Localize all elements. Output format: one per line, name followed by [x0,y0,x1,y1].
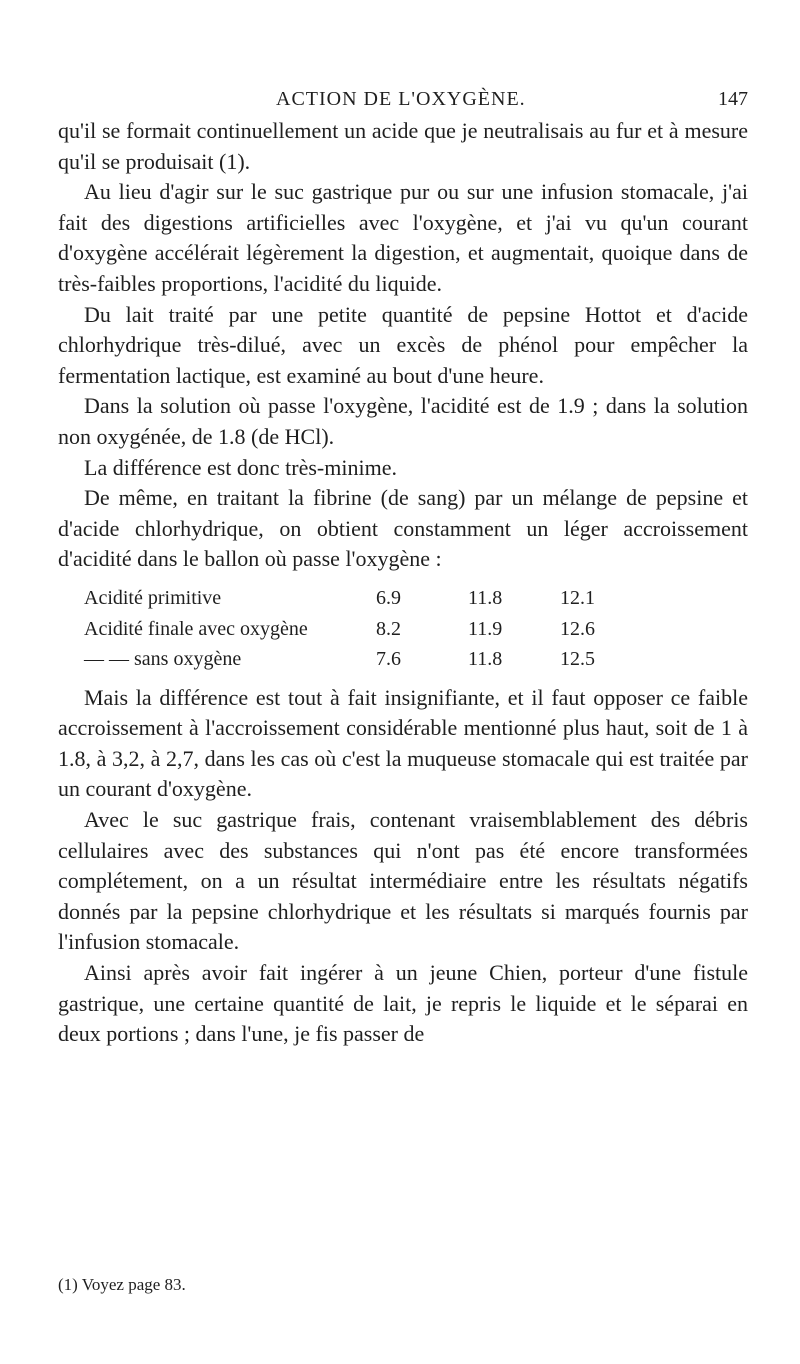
value-cell: 11.8 [468,648,503,671]
paragraph: Au lieu d'agir sur le suc gastrique pur ou sur une infusion stomacale, j'ai fait des digestions artificielles avec l'oxygène, et j'ai vu qu'un courant d'oxygène accélérait légèrement la digestion, et augmentait, quoique dans de très-faibles proportions, l'acidité du liquide. [58,179,748,296]
value-cell: 12.6 [560,617,595,640]
table-row [84,583,652,614]
value-cell: 11.8 [468,586,503,609]
paragraph: Dans la solution où passe l'oxygène, l'acidité est de 1.9 ; dans la solution non oxygénée, de 1.8 (de HCl). [58,393,748,449]
value-cell: 12.5 [560,648,595,671]
value-cell: 8.2 [376,617,401,640]
row-label: — — sans oxygène [84,648,242,671]
paragraph: Ainsi après avoir fait ingérer à un jeune Chien, porteur d'une fistule gastrique, une certaine quantité de lait, je repris le liquide et le séparai en deux portions ; dans l'une, je fis passer de [58,960,748,1047]
paragraph: Mais la différence est tout à fait insignifiante, et il faut opposer ce faible accroissement à l'accroissement considérable mentionné plus haut, soit de 1 à 1.8, à 3,2, à 2,7, dans les cas où c'est la muqueuse stomacale qui est traitée par un courant d'oxygène. [58,684,748,802]
running-title: ACTION DE L'OXYGÈNE. [276,88,526,110]
footnote: (1) Voyez page 83. [58,1275,186,1294]
value-cell: 12.1 [560,586,595,609]
row-label: Acidité primitive [84,586,222,609]
table-row [84,644,652,675]
row-label: Acidité finale avec oxygène [84,617,308,640]
page-number: 147 [718,88,748,110]
book-page [58,0,748,1364]
value-cell: 7.6 [376,648,401,671]
table-row [84,614,652,645]
value-cell: 11.9 [468,617,503,640]
body-text [58,116,748,1050]
value-cell: 6.9 [376,586,401,609]
acidity-table [84,583,652,675]
paragraph: Du lait traité par une petite quantité de pepsine Hottot et d'acide chlorhydrique très-dilué, avec un excès de phénol pour empêcher la fermentation lactique, est examiné au bout d'une heure. [58,301,748,388]
paragraph: La différence est donc très-minime. [84,454,397,480]
paragraph: qu'il se formait continuellement un acide que je neutralisais au fur et à mesure qu'il se produisait (1). [58,118,748,174]
paragraph: Avec le suc gastrique frais, contenant vraisemblablement des débris cellulaires avec des substances qui n'ont pas été encore transformées complétement, on a un résultat intermédiaire entre les résultats négatifs donnés par la pepsine chlorhydrique et les résultats si marqués fournis par l'infusion stomacale. [58,807,748,955]
page-header [58,88,748,118]
paragraph: De même, en traitant la fibrine (de sang) par un mélange de pepsine et d'acide chlorhydrique, on obtient constamment un léger accroissement d'acidité dans le ballon où passe l'oxygène : [58,485,748,572]
